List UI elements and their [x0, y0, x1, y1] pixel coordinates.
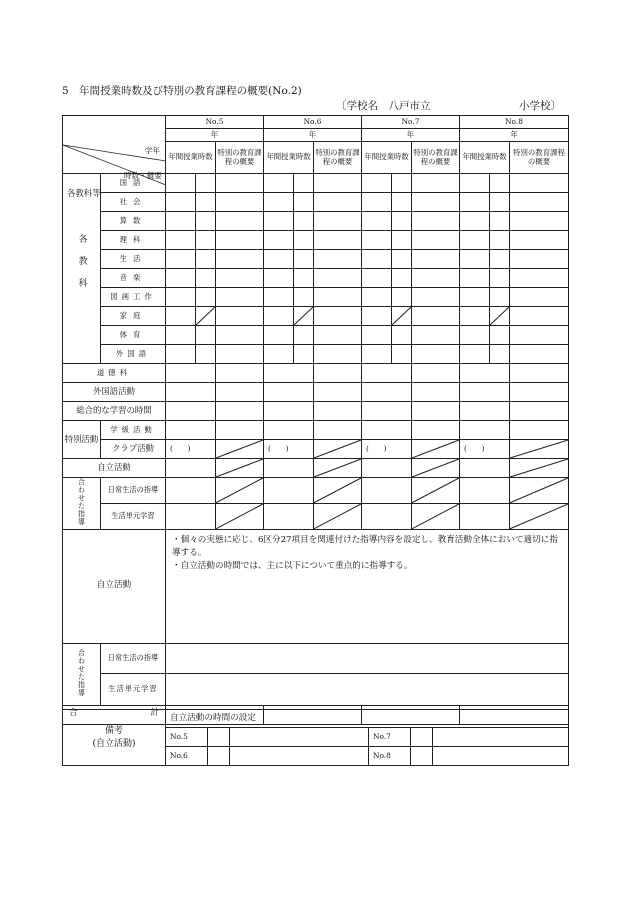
row-life-unit: 生活単元学習	[101, 503, 166, 529]
summary-independence-text	[166, 529, 569, 643]
subject-zuga: 図画工作	[101, 288, 166, 307]
diagonal-cell	[412, 478, 460, 504]
remarks-no5: No.5	[166, 728, 208, 747]
subject-sansu: 算数	[101, 212, 166, 231]
diagonal-cell	[412, 459, 460, 478]
diagonal-cell	[216, 478, 264, 504]
diagonal-cell	[216, 440, 264, 459]
diagonal-cell	[196, 307, 216, 326]
summary-daily-life-content	[166, 643, 569, 673]
annual-hours-header: 年間授業時数	[166, 142, 216, 174]
remarks-no8: No.8	[369, 747, 411, 766]
diagonal-line	[412, 478, 459, 503]
row-integrated: 総合的な学習の時間	[63, 402, 166, 421]
remarks-label: 備考 (自立活動)	[63, 710, 166, 766]
row-club-activity: クラブ活動	[101, 440, 166, 459]
summary-text-1: ・個々の実態に応じ、6区分27項目を関連付けた指導内容を設定し、教育活動全体において適切に指導する。	[172, 534, 558, 558]
diagonal-line	[216, 478, 263, 503]
special-summary-header: 特別の教育課程の概要	[412, 142, 460, 174]
club-paren: ( )	[264, 440, 314, 459]
year-cell: 年	[362, 129, 460, 142]
school-suffix: 小学校〕	[519, 100, 561, 112]
school-name-line	[336, 98, 561, 113]
diagonal-line	[294, 307, 313, 325]
grade-label: 学年	[144, 145, 160, 155]
diagonal-line	[314, 478, 361, 503]
diagonal-line	[196, 307, 215, 325]
subject-seikatsu: 生活	[101, 250, 166, 269]
remarks-table	[62, 709, 569, 766]
diagonal-line	[490, 307, 509, 325]
diagonal-line	[216, 440, 263, 458]
summary-daily-life: 日常生活の指導	[101, 643, 166, 673]
diagonal-cell	[510, 503, 569, 529]
diagonal-cell	[216, 503, 264, 529]
diagonal-cell	[412, 440, 460, 459]
hours-summary-label: 時数・概要	[124, 170, 162, 180]
subject-katei: 家庭	[101, 307, 166, 326]
special-summary-header: 特別の教育課程の概要	[314, 142, 362, 174]
subject-shakai: 社会	[101, 193, 166, 212]
diagonal-line	[314, 459, 361, 477]
diagonal-line	[216, 504, 263, 529]
diagonal-cell	[510, 459, 569, 478]
total-left: 合	[69, 707, 78, 718]
club-paren: ( )	[166, 440, 216, 459]
summary-life-unit: 生活単元学習	[101, 673, 166, 705]
summary-independence-label: 自立活動	[63, 529, 166, 643]
summary-text-2: ・自立活動の時間では、主に以下について重点的に指導する。	[172, 561, 413, 572]
annual-hours-header: 年間授業時数	[460, 142, 510, 174]
remarks-no7: No.7	[369, 728, 411, 747]
diagonal-line	[510, 504, 568, 529]
subject-gaikokugo: 外国語	[101, 345, 166, 364]
diagonal-cell	[314, 478, 362, 504]
year-cell: 年	[460, 129, 569, 142]
year-cell: 年	[264, 129, 362, 142]
subject-rika: 理科	[101, 231, 166, 250]
diagonal-cell	[314, 503, 362, 529]
remarks-setting-title: 自立活動の時間の設定	[166, 710, 569, 728]
combined-label: 合わせた指導	[63, 478, 101, 530]
subject-taiiku: 体育	[101, 326, 166, 345]
number-no7: No.7	[362, 116, 460, 129]
diagonal-line	[314, 440, 361, 458]
diagonal-line	[510, 440, 568, 458]
diagonal-cell	[392, 307, 412, 326]
diagonal-line	[216, 459, 263, 477]
club-paren: ( )	[460, 440, 510, 459]
diagonal-line	[510, 478, 568, 503]
row-moral: 道徳科	[63, 364, 166, 383]
row-foreign-activity: 外国語活動	[63, 383, 166, 402]
subject-kokugo: 国語	[101, 174, 166, 193]
special-summary-header: 特別の教育課程の概要	[510, 142, 569, 174]
summary-combined-label: 合わせた指導	[63, 643, 101, 705]
row-class-activity: 学級活動	[101, 421, 166, 440]
diagonal-cell	[314, 440, 362, 459]
curriculum-table	[62, 115, 569, 725]
subjects-group-label: 各教科	[63, 174, 101, 364]
row-daily-life: 日常生活の指導	[101, 478, 166, 504]
annual-hours-header: 年間授業時数	[362, 142, 412, 174]
diagonal-cell	[314, 459, 362, 478]
diagonal-line	[510, 459, 568, 477]
diagonal-line	[412, 440, 459, 458]
annual-hours-header: 年間授業時数	[264, 142, 314, 174]
diagonal-cell	[294, 307, 314, 326]
diagonal-line	[314, 504, 361, 529]
year-cell: 年	[166, 129, 264, 142]
total-right: 計	[150, 707, 159, 718]
subject-label: 各教科等	[67, 187, 101, 198]
school-prefix: 〔学校名 八戸市立	[336, 100, 431, 112]
diagonal-cell	[216, 459, 264, 478]
club-paren: ( )	[362, 440, 412, 459]
remarks-no6: No.6	[166, 747, 208, 766]
special-activity-label: 特別活動	[63, 421, 101, 459]
diagonal-cell	[510, 440, 569, 459]
diagonal-cell	[490, 307, 510, 326]
diagonal-line	[412, 504, 459, 529]
diagonal-cell	[412, 503, 460, 529]
number-no8: No.8	[460, 116, 569, 129]
diagonal-cell	[510, 478, 569, 504]
page-heading: 5 年間授業時数及び特別の教育課程の概要(No.2)	[62, 85, 302, 97]
number-no6: No.6	[264, 116, 362, 129]
number-no5: No.5	[166, 116, 264, 129]
row-independence: 自立活動	[63, 459, 166, 478]
diagonal-line	[392, 307, 411, 325]
diagonal-line	[412, 459, 459, 477]
subject-ongaku: 音楽	[101, 269, 166, 288]
special-summary-header: 特別の教育課程の概要	[216, 142, 264, 174]
summary-life-unit-content	[166, 673, 569, 705]
